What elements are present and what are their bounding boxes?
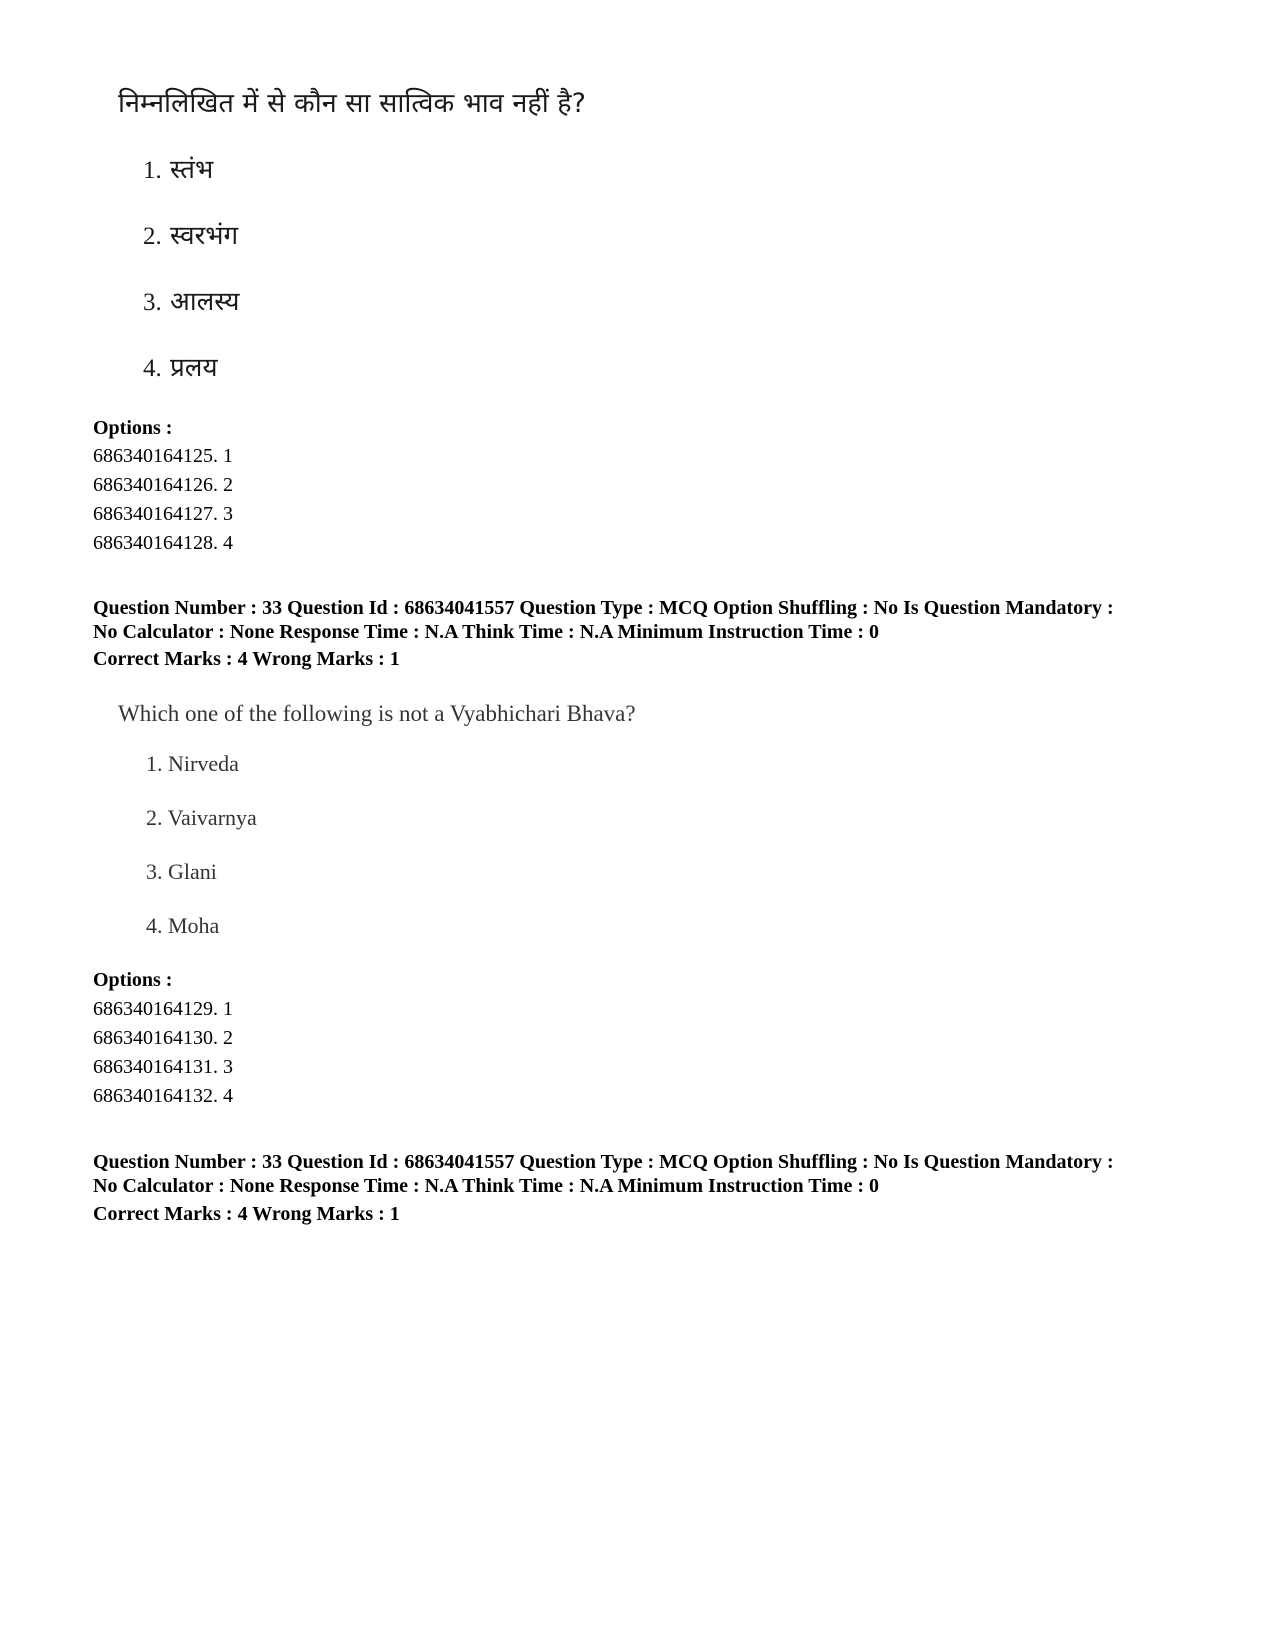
option-item: 686340164125. 1: [93, 445, 233, 467]
hindi-choice: [143, 150, 239, 216]
question-meta: [93, 1150, 1223, 1198]
question-marks: Correct Marks : 4 Wrong Marks : 1: [93, 648, 400, 670]
option-item: 686340164127. 3: [93, 503, 233, 525]
choice-number: 1.: [143, 157, 162, 184]
option-item: 686340164130. 2: [93, 1027, 233, 1049]
hindi-choice: [143, 348, 239, 414]
choice-text: स्तंभ: [170, 155, 214, 185]
hindi-choice: [143, 282, 239, 348]
hindi-choice: [143, 216, 239, 282]
choice-text: स्वरभंग: [170, 221, 239, 251]
option-item: 686340164132. 4: [93, 1085, 233, 1107]
choice-text: आलस्य: [170, 287, 240, 317]
options-label: Options :: [93, 969, 173, 991]
english-question-text: Which one of the following is not a Vyabhichari Bhava?: [118, 701, 636, 726]
option-item: 686340164126. 2: [93, 474, 233, 496]
question-meta-line: Question Number : 33 Question Id : 68634041557 Question Type : MCQ Option Shuffling : No Is Question Mandatory :: [93, 597, 1114, 619]
hindi-question-text: निम्नलिखित में से कौन सा सात्विक भाव नहीं है?: [118, 88, 586, 119]
english-choice: 1. Nirveda: [146, 751, 239, 776]
question-meta-line: No Calculator : None Response Time : N.A Think Time : N.A Minimum Instruction Time : 0: [93, 621, 879, 643]
hindi-choice-list: [143, 150, 239, 414]
options-label: Options :: [93, 417, 173, 439]
english-choice-list: [146, 750, 257, 966]
english-choice: 3. Glani: [146, 859, 217, 884]
choice-number: 2.: [143, 223, 162, 250]
option-item: 686340164128. 4: [93, 532, 233, 554]
options-list: [93, 442, 233, 558]
question-meta-line: No Calculator : None Response Time : N.A Think Time : N.A Minimum Instruction Time : 0: [93, 1175, 879, 1197]
choice-number: 4.: [143, 355, 162, 382]
question-marks: Correct Marks : 4 Wrong Marks : 1: [93, 1203, 400, 1225]
question-meta: [93, 596, 1223, 644]
options-list: [93, 995, 233, 1111]
english-choice: 4. Moha: [146, 913, 220, 938]
english-choice: 2. Vaivarnya: [146, 805, 257, 830]
choice-number: 3.: [143, 289, 162, 316]
choice-text: प्रलय: [170, 353, 218, 383]
option-item: 686340164129. 1: [93, 998, 233, 1020]
option-item: 686340164131. 3: [93, 1056, 233, 1078]
question-meta-line: Question Number : 33 Question Id : 68634041557 Question Type : MCQ Option Shuffling : No Is Question Mandatory :: [93, 1151, 1114, 1173]
